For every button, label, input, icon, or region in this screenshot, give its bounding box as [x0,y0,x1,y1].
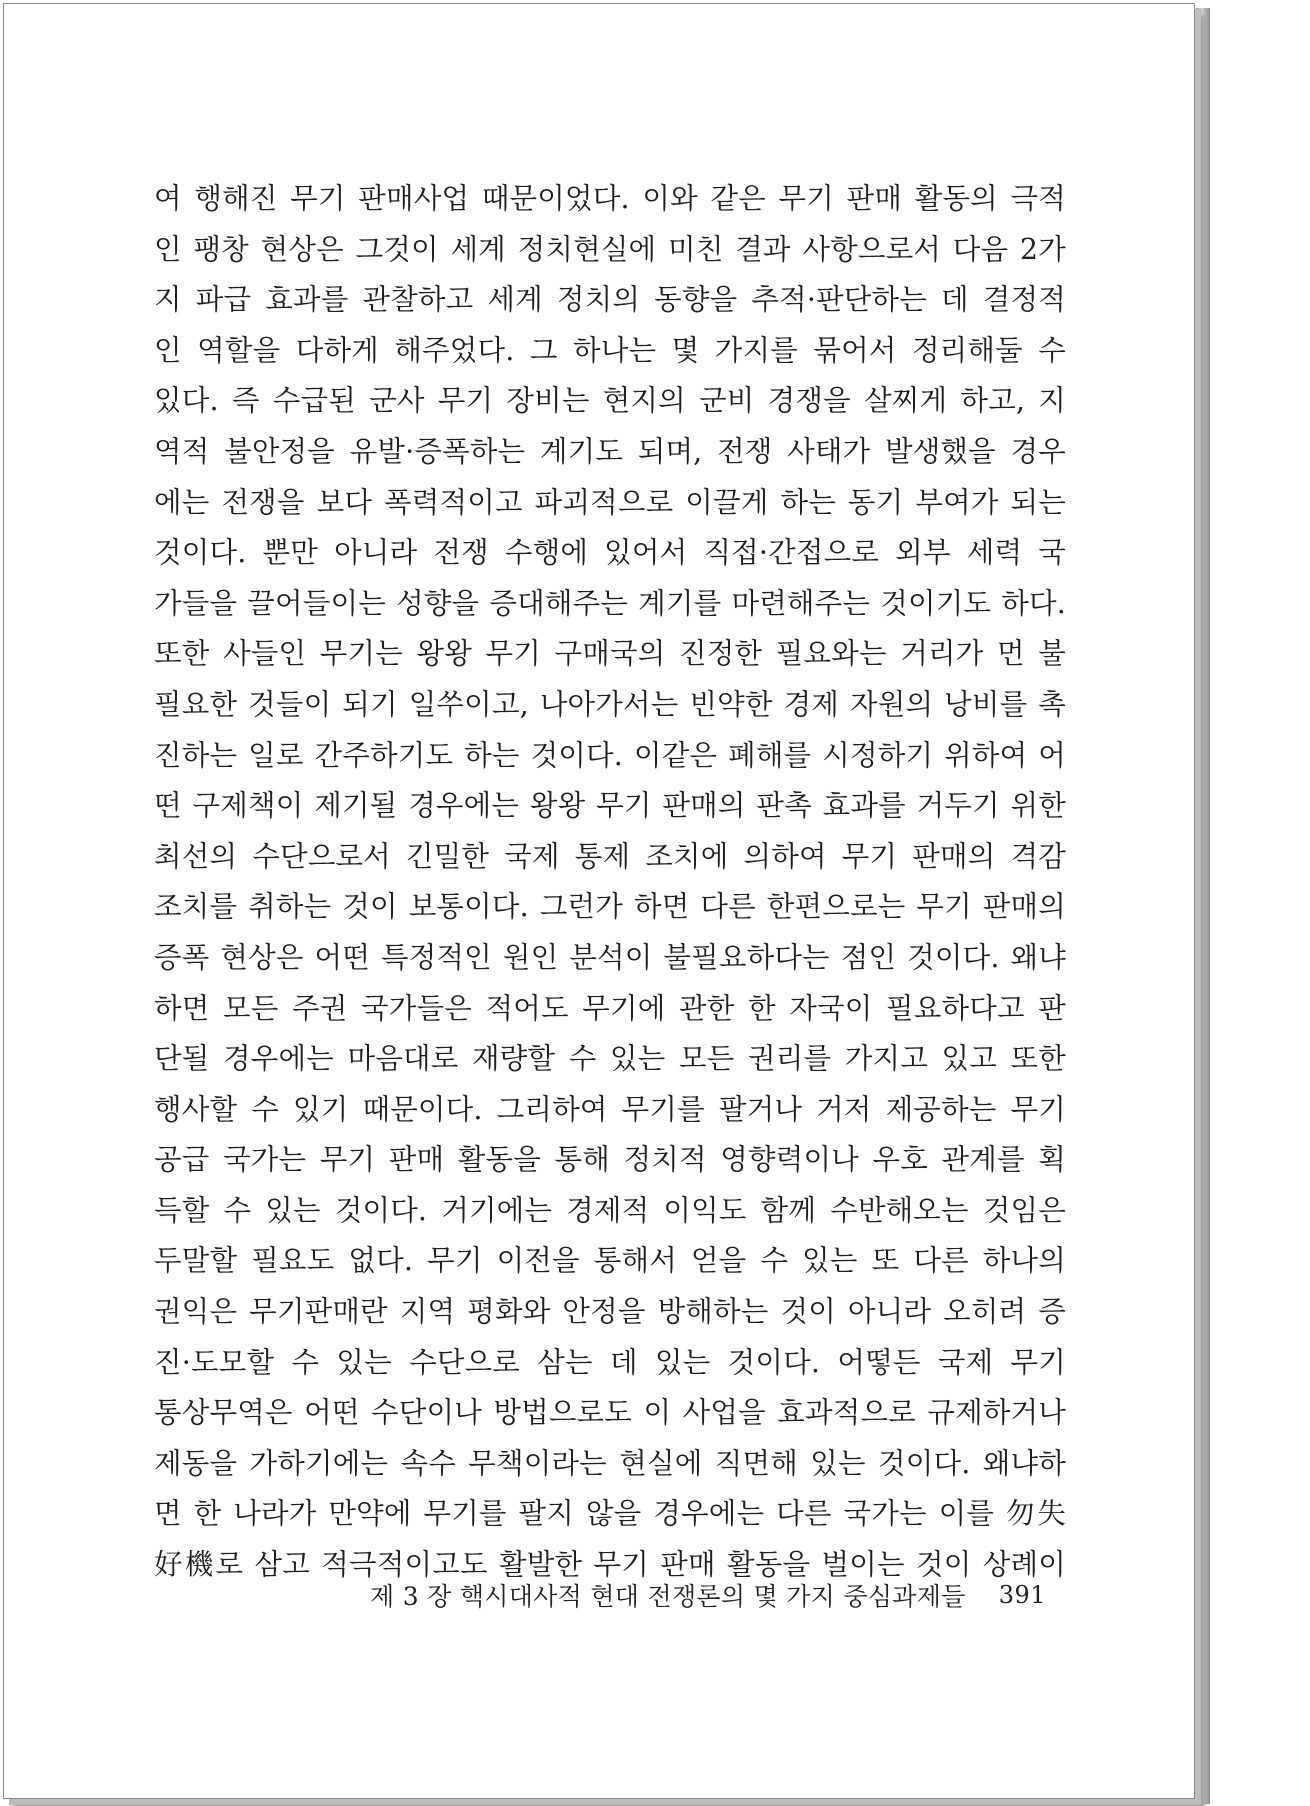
text-line: 역적 불안정을 유발·증폭하는 계기도 되며, 전쟁 사태가 발생했을 경우 [154,434,1066,468]
text-line: 인 역할을 다하게 해주었다. 그 하나는 몇 가지를 묶어서 정리해둘 수 [154,333,1066,367]
text-line: 최선의 수단으로서 긴밀한 국제 통제 조치에 의하여 무기 판매의 격감 [154,839,1066,873]
text-line: 조치를 취하는 것이 보통이다. 그런가 하면 다른 한편으로는 무기 판매의 [154,890,1066,924]
book-page [3,3,1195,1799]
page-number: 391 [998,1581,1046,1609]
text-line: 여 행해진 무기 판매사업 때문이었다. 이와 같은 무기 판매 활동의 극적 [154,182,1066,215]
text-line: 인 팽창 현상은 그것이 세계 정치현실에 미친 결과 사항으로서 다음 2가 [154,232,1066,266]
text-line: 행사할 수 있기 때문이다. 그리하여 무기를 팔거나 거저 제공하는 무기 [154,1092,1066,1126]
text-line: 지 파급 효과를 관찰하고 세계 정치의 동향을 추적·판단하는 데 결정적 [154,283,1066,317]
text-line: 好機로 삼고 적극적이고도 활발한 무기 판매 활동을 벌이는 것이 상례이 [154,1548,1066,1582]
text-line: 권익은 무기판매란 지역 평화와 안정을 방해하는 것이 아니라 오히려 증 [154,1295,1066,1329]
text-line: 에는 전쟁을 보다 폭력적이고 파괴적으로 이끌게 하는 동기 부여가 되는 [154,485,1066,519]
text-line: 또한 사들인 무기는 왕왕 무기 구매국의 진정한 필요와는 거리가 먼 불 [154,637,1066,671]
text-line: 득할 수 있는 것이다. 거기에는 경제적 이익도 함께 수반해오는 것임은 [154,1193,1066,1227]
text-line: 필요한 것들이 되기 일쑤이고, 나아가서는 빈약한 경제 자원의 낭비를 촉 [154,687,1066,721]
running-footer [370,1577,1046,1613]
text-line: 두말할 필요도 없다. 무기 이전을 통해서 얻을 수 있는 또 다른 하나의 [154,1244,1066,1278]
text-line: 가들을 끌어들이는 성향을 증대해주는 계기를 마련해주는 것이기도 하다. [154,586,1066,620]
text-line: 떤 구제책이 제기될 경우에는 왕왕 무기 판매의 판촉 효과를 거두기 위한 [154,789,1066,823]
text-line: 통상무역은 어떤 수단이나 방법으로도 이 사업을 효과적으로 규제하거나 [154,1396,1066,1430]
text-line: 있다. 즉 수급된 군사 무기 장비는 현지의 군비 경쟁을 살찌게 하고, 지 [154,384,1066,418]
text-line: 진하는 일로 간주하기도 하는 것이다. 이같은 폐해를 시정하기 위하여 어 [154,738,1066,772]
text-line: 공급 국가는 무기 판매 활동을 통해 정치적 영향력이나 우호 관계를 획 [154,1143,1066,1177]
text-line: 면 한 나라가 만약에 무기를 팔지 않을 경우에는 다른 국가는 이를 勿失 [154,1497,1066,1531]
text-line: 제동을 가하기에는 속수 무책이라는 현실에 직면해 있는 것이다. 왜냐하 [154,1446,1066,1480]
text-line: 진·도모할 수 있는 수단으로 삼는 데 있는 것이다. 어떻든 국제 무기 [154,1345,1066,1379]
text-line: 하면 모든 주권 국가들은 적어도 무기에 관한 한 자국이 필요하다고 판 [154,991,1066,1025]
chapter-title: 제 3 장 핵시대사적 현대 전쟁론의 몇 가지 중심과제들 [370,1582,966,1611]
page-edge-shadow [1196,8,1210,1804]
text-line: 단될 경우에는 마음대로 재량할 수 있는 모든 권리를 가지고 있고 또한 [154,1042,1066,1076]
text-line: 증폭 현상은 어떤 특정적인 원인 분석이 불필요하다는 점인 것이다. 왜냐 [154,940,1066,974]
body-text [154,174,1066,1591]
text-line: 것이다. 뿐만 아니라 전쟁 수행에 있어서 직접·간접으로 외부 세력 국 [154,536,1066,570]
